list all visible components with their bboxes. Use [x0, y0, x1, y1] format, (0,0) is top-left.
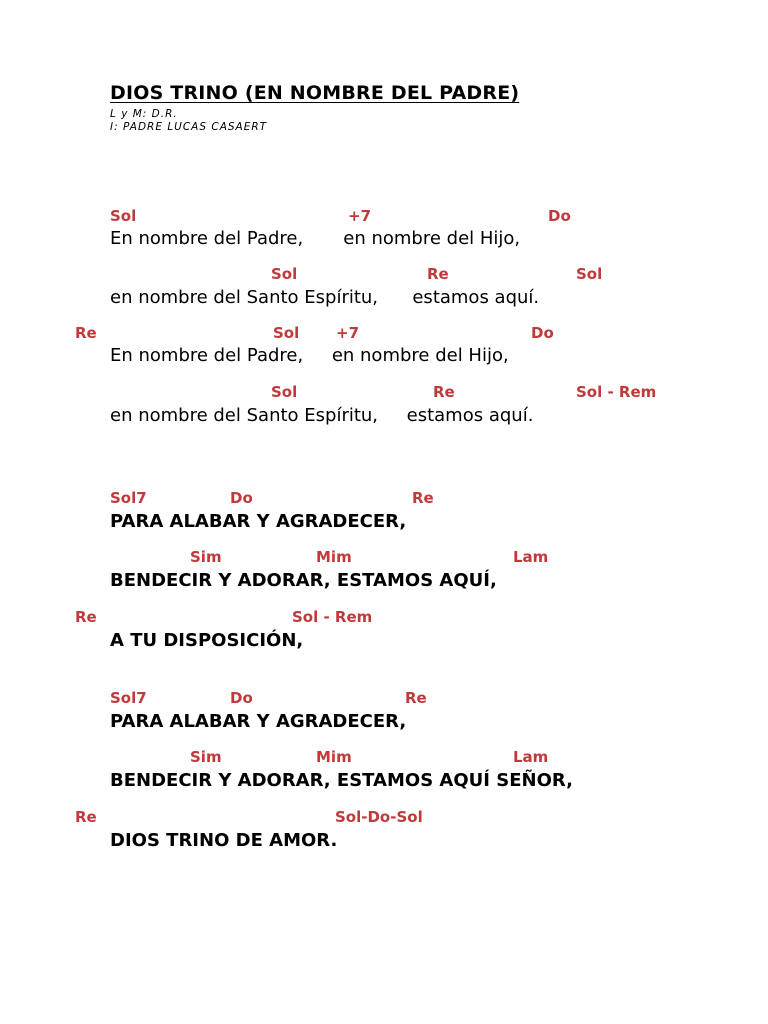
lyric-line: En nombre del Padre, en nombre del Hijo,	[110, 345, 509, 366]
chord: Lam	[513, 548, 549, 566]
chord: Sol	[271, 383, 298, 401]
chord: Re	[405, 689, 427, 707]
chord: Re	[75, 608, 97, 626]
chord: Sol7	[110, 689, 147, 707]
chord: Re	[75, 808, 97, 826]
lyric-line: BENDECIR Y ADORAR, ESTAMOS AQUÍ,	[110, 570, 497, 591]
lyric-line: DIOS TRINO DE AMOR.	[110, 830, 338, 851]
chord: Do	[230, 489, 253, 507]
chord: Re	[427, 265, 449, 283]
chord: Lam	[513, 748, 549, 766]
credit-interpreter: I: PADRE LUCAS CASAERT	[110, 121, 268, 133]
chord: Sol	[576, 265, 603, 283]
lyric-line: En nombre del Padre, en nombre del Hijo,	[110, 228, 521, 249]
chord: Sol7	[110, 489, 147, 507]
chord: Sim	[190, 748, 222, 766]
lyric-line: BENDECIR Y ADORAR, ESTAMOS AQUÍ SEÑOR,	[110, 770, 573, 791]
chord: Sol	[110, 207, 137, 225]
lyric-line: en nombre del Santo Espíritu, estamos aquí.	[110, 405, 534, 426]
chord: Sol-Do-Sol	[335, 808, 423, 826]
chord: Re	[75, 324, 97, 342]
chord: Sol	[273, 324, 300, 342]
credit-lyrics-music: L y M: D.R.	[110, 108, 178, 120]
chord: Do	[548, 207, 571, 225]
lyric-line: PARA ALABAR Y AGRADECER,	[110, 711, 407, 732]
chord: +7	[348, 207, 372, 225]
chord: Sol - Rem	[292, 608, 373, 626]
chord: +7	[336, 324, 360, 342]
chord: Mim	[316, 548, 352, 566]
chord: Sim	[190, 548, 222, 566]
chord: Mim	[316, 748, 352, 766]
lyric-line: en nombre del Santo Espíritu, estamos aquí.	[110, 287, 540, 308]
chord: Re	[412, 489, 434, 507]
chord: Sol	[271, 265, 298, 283]
chord: Do	[230, 689, 253, 707]
song-title: DIOS TRINO (EN NOMBRE DEL PADRE)	[110, 82, 520, 104]
lyric-line: PARA ALABAR Y AGRADECER,	[110, 511, 407, 532]
chord: Sol - Rem	[576, 383, 657, 401]
lyric-line: A TU DISPOSICIÓN,	[110, 630, 304, 651]
chord: Do	[531, 324, 554, 342]
chord: Re	[433, 383, 455, 401]
